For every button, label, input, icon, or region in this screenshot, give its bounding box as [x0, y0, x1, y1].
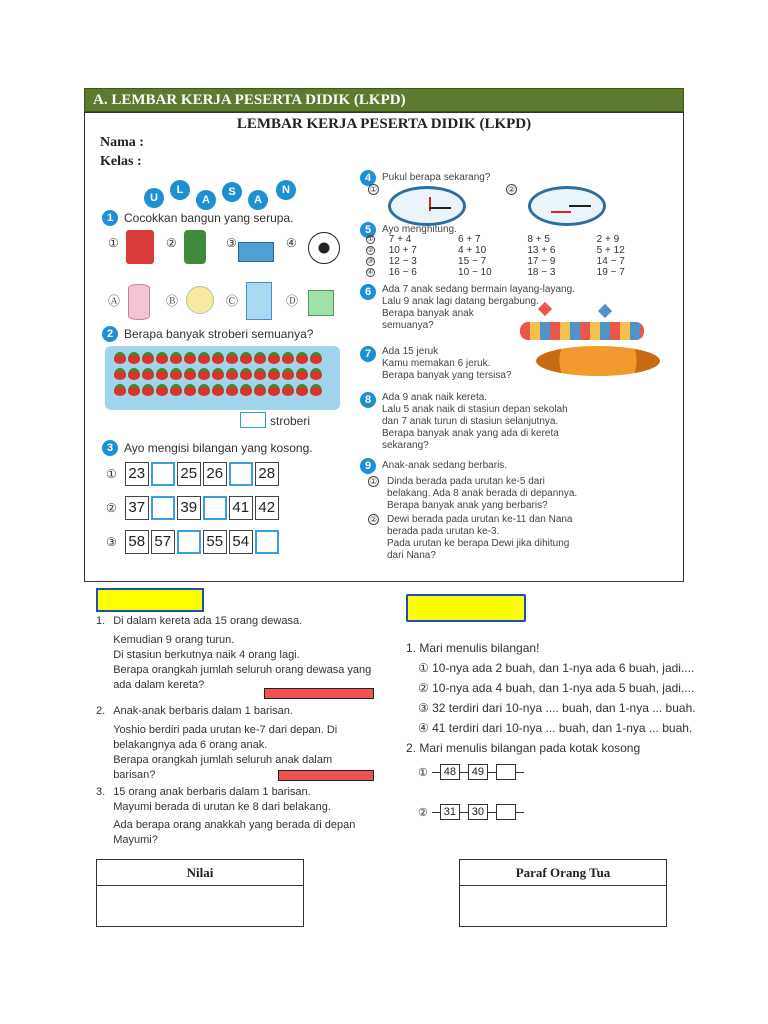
section-header: A. LEMBAR KERJA PESERTA DIDIK (LKPD)	[84, 88, 684, 112]
strawberry-icon	[156, 352, 168, 364]
br-q1-text: 1. Mari menulis bilangan!	[406, 641, 540, 655]
sequence-cell: 39	[177, 496, 201, 520]
arith-item: 19 − 7	[596, 266, 625, 278]
sequence-mark: ②	[106, 501, 117, 515]
sequence-mark: ①	[106, 467, 117, 481]
ulasan-letter: S	[222, 182, 242, 202]
br-q1-item: ④ 41 terdiri dari 10-nya ... buah, dan 1-nya ... buah.	[418, 721, 693, 735]
sequence-cell: 55	[203, 530, 227, 554]
ulasan-letter: A	[196, 190, 216, 210]
strawberry-icon	[128, 368, 140, 380]
sequence-cell: 28	[255, 462, 279, 486]
cube-icon	[308, 290, 334, 316]
sequence-blank-cell[interactable]	[203, 496, 227, 520]
strawberry-icon	[114, 384, 126, 396]
strawberry-icon	[226, 384, 238, 396]
q7-text	[382, 346, 512, 382]
bl-q-line: Anak-anak berbaris dalam 1 barisan.	[113, 705, 293, 717]
q5-number-badge: 5	[360, 222, 376, 238]
q3-text: Ayo mengisi bilangan yang kosong.	[124, 441, 313, 455]
q9-line: Pada urutan ke berapa Dewi jika dihitung	[387, 538, 570, 549]
bottom-left-questions	[96, 614, 376, 693]
strawberry-icon	[114, 352, 126, 364]
chain-blank-cell[interactable]	[496, 764, 516, 780]
strawberry-icon	[296, 352, 308, 364]
strawberry-icon	[254, 368, 266, 380]
bl-q-line: Ada berapa orang anakkah yang berada di depan	[113, 819, 356, 831]
br-q1-item: ② 10-nya ada 4 buah, dan 1-nya ada 5 buah, jadi....	[418, 681, 695, 695]
sequence-blank-cell[interactable]	[177, 530, 201, 554]
sequence-cell: 41	[229, 496, 253, 520]
q1-mark-2: ②	[166, 236, 177, 250]
q1-mark-b: Ⓑ	[166, 294, 179, 308]
q9-heading	[360, 458, 507, 474]
q6-line: Berapa banyak anak	[382, 308, 474, 319]
strawberry-icon	[128, 384, 140, 396]
q6-line: Ada 7 anak sedang bermain layang-layang.	[382, 284, 575, 295]
q5-arithmetic-grid	[366, 234, 666, 278]
arith-item: 10 + 7	[388, 244, 417, 256]
strawberry-icon	[226, 352, 238, 364]
sequence-row	[106, 462, 279, 486]
q3-heading	[102, 440, 313, 456]
arith-mark: ④	[367, 268, 374, 276]
q1-mark-4: ④	[286, 236, 297, 250]
chain-cell: 48	[440, 764, 460, 780]
clock-2-icon	[528, 186, 606, 226]
strawberry-icon	[282, 368, 294, 380]
strawberry-icon	[170, 352, 182, 364]
q9-line: belakang. Ada 8 anak berada di depannya.	[387, 488, 578, 499]
sequence-cell: 26	[203, 462, 227, 486]
strawberry-icon	[184, 368, 196, 380]
strawberry-panel	[105, 346, 340, 410]
sequence-cell: 37	[125, 496, 149, 520]
q4-heading	[360, 170, 490, 186]
arith-item: 13 + 6	[527, 244, 556, 256]
q9-line: berada pada urutan ke-3.	[387, 526, 500, 537]
bl-q-line: Kemudian 9 orang turun.	[113, 634, 235, 646]
arith-mark: ①	[367, 235, 374, 243]
arith-item: 4 + 10	[458, 244, 487, 256]
q1-heading	[102, 210, 293, 226]
bl-q-line: Di stasiun berkutnya naik 4 orang lagi.	[113, 649, 300, 661]
q2-text: Berapa banyak stroberi semuanya?	[124, 327, 314, 341]
arith-item: 16 − 6	[388, 266, 417, 278]
chain-cell: 49	[468, 764, 488, 780]
strawberry-icon	[282, 352, 294, 364]
q8-line: Lalu 5 anak naik di stasiun depan sekolah	[382, 404, 568, 415]
yellow-highlight-left	[96, 588, 204, 612]
strawberry-icon	[240, 368, 252, 380]
bl-q-line: Berapa orangkah jumlah seluruh orang dewasa yang	[113, 664, 372, 676]
strawberry-icon	[240, 352, 252, 364]
q9-line: Dinda berada pada urutan ke-5 dari	[387, 476, 545, 487]
bl-q3-text	[113, 785, 355, 848]
strawberry-grid	[105, 346, 340, 402]
strawberry-answer-box[interactable]	[240, 412, 266, 428]
chain-mark: ②	[418, 806, 428, 819]
strawberry-icon	[142, 384, 154, 396]
bl-q1-num: 1.	[96, 615, 106, 627]
bl-q3	[96, 785, 376, 848]
sequence-cell: 57	[151, 530, 175, 554]
q5-text: Ayo menghitung.	[382, 224, 457, 235]
bl-q-line: ada dalam kereta?	[113, 679, 205, 691]
q3-sequence-rows	[106, 462, 279, 564]
kids-playing-kites-illustration	[520, 304, 644, 340]
q1-mark-d: Ⓓ	[286, 294, 299, 308]
q7-block	[360, 346, 512, 382]
soccer-ball-icon	[308, 232, 340, 264]
ulasan-letter: U	[144, 188, 164, 208]
number-chain-2	[418, 804, 524, 820]
arith-item: 12 − 3	[388, 255, 417, 267]
bl-q-line: Di dalam kereta ada 15 orang dewasa.	[113, 615, 303, 627]
strawberry-icon	[310, 352, 322, 364]
strawberry-icon	[212, 384, 224, 396]
cuboid-icon	[246, 282, 272, 320]
strawberry-icon	[212, 368, 224, 380]
strawberry-icon	[268, 384, 280, 396]
arith-item: 18 − 3	[527, 266, 556, 278]
q8-text	[382, 392, 568, 452]
nilai-table	[96, 859, 304, 927]
br-q2-text: 2. Mari menulis bilangan pada kotak kosong	[406, 741, 641, 755]
q7-line: Berapa banyak yang tersisa?	[382, 370, 512, 381]
q8-line: sekarang?	[382, 440, 429, 451]
arith-row	[366, 256, 666, 266]
q9-part-2	[368, 514, 573, 562]
q2-heading	[102, 326, 313, 342]
q8-line: dan 7 anak turun di stasiun selanjutnya.	[382, 416, 559, 427]
red-answer-bar-1	[264, 688, 374, 699]
sequence-cell: 54	[229, 530, 253, 554]
strawberry-icon	[198, 384, 210, 396]
bl-q-line: 15 orang anak berbaris dalam 1 barisan.	[113, 786, 311, 798]
q9-part-1	[368, 476, 577, 512]
q8-number-badge: 8	[360, 392, 376, 408]
bl-q1-text	[113, 614, 371, 693]
strawberry-icon	[282, 384, 294, 396]
q6-line: semuanya?	[382, 320, 434, 331]
oranges-plate-illustration	[536, 346, 660, 376]
strawberry-icon	[128, 352, 140, 364]
q9-text: Anak-anak sedang berbaris.	[382, 460, 508, 471]
ulasan-letter: A	[248, 190, 268, 210]
q4-mark-2: ②	[507, 185, 516, 194]
strawberry-icon	[184, 352, 196, 364]
chain-cell: 31	[440, 804, 460, 820]
strawberry-icon	[156, 384, 168, 396]
arith-mark: ②	[367, 246, 374, 254]
q7-line: Kamu memakan 6 jeruk.	[382, 358, 491, 369]
paraf-header: Paraf Orang Tua	[460, 860, 666, 886]
paraf-cell[interactable]	[460, 886, 666, 926]
q9-part-2-text	[387, 514, 573, 562]
strawberry-icon	[268, 352, 280, 364]
tissue-box-icon	[238, 242, 274, 262]
bottom-left-q3	[96, 785, 376, 848]
arith-item: 5 + 12	[596, 244, 625, 256]
q4-text: Pukul berapa sekarang?	[382, 172, 491, 183]
sequence-row	[106, 530, 279, 554]
arith-row	[366, 234, 666, 244]
bl-q1	[96, 614, 376, 693]
strawberry-icon	[156, 368, 168, 380]
q7-line: Ada 15 jeruk	[382, 346, 439, 357]
sequence-cell: 58	[125, 530, 149, 554]
q1-mark-a: Ⓐ	[108, 294, 121, 308]
number-chain-1	[418, 764, 524, 780]
q3-number-badge: 3	[102, 440, 118, 456]
strawberry-icon	[310, 384, 322, 396]
sequence-row	[106, 496, 279, 520]
q1-mark-3: ③	[226, 236, 237, 250]
q6-number-badge: 6	[360, 284, 376, 300]
q7-number-badge: 7	[360, 346, 376, 362]
strawberry-icon	[254, 352, 266, 364]
q1-number-badge: 1	[102, 210, 118, 226]
ulasan-letter: L	[170, 180, 190, 200]
strawberry-icon	[142, 352, 154, 364]
strawberry-icon	[226, 368, 238, 380]
nilai-cell[interactable]	[97, 886, 303, 926]
arith-mark: ③	[367, 257, 374, 265]
arith-item: 2 + 9	[596, 233, 620, 245]
sequence-blank-cell[interactable]	[229, 462, 253, 486]
q2-number-badge: 2	[102, 326, 118, 342]
sequence-cell: 42	[255, 496, 279, 520]
q8-block	[360, 392, 568, 452]
arith-item: 15 − 7	[458, 255, 487, 267]
bl-q-line: Yoshio berdiri pada urutan ke-7 dari depan. Di	[113, 724, 338, 736]
clock-1-icon	[388, 186, 466, 226]
sequence-blank-cell[interactable]	[255, 530, 279, 554]
q9-mark-1: ①	[369, 477, 378, 486]
strawberry-icon	[142, 368, 154, 380]
strawberry-icon	[296, 368, 308, 380]
q9-mark-2: ②	[369, 515, 378, 524]
br-q1-item: ① 10-nya ada 2 buah, dan 1-nya ada 6 buah, jadi....	[418, 661, 695, 675]
gift-box-icon	[126, 230, 154, 264]
q9-part-1-text	[387, 476, 577, 512]
sequence-cell: 25	[177, 462, 201, 486]
strawberry-icon	[114, 368, 126, 380]
arith-item: 14 − 7	[596, 255, 625, 267]
q1-mark-1: ①	[108, 236, 119, 250]
nama-label: Nama :	[100, 135, 144, 150]
chain-mark: ①	[418, 766, 428, 779]
strawberry-icon	[254, 384, 266, 396]
q4-number-badge: 4	[360, 170, 376, 186]
strawberry-icon	[212, 352, 224, 364]
q1-mark-c: Ⓒ	[226, 294, 239, 308]
strawberry-icon	[296, 384, 308, 396]
q9-line: Berapa banyak anak yang berbaris?	[387, 500, 548, 511]
strawberry-icon	[310, 368, 322, 380]
chain-cell: 30	[468, 804, 488, 820]
strawberry-icon	[240, 384, 252, 396]
chain-blank-cell[interactable]	[496, 804, 516, 820]
yellow-highlight-right	[406, 594, 526, 622]
sequence-cell: 23	[125, 462, 149, 486]
strawberry-icon	[198, 368, 210, 380]
bl-q-line: belakangnya ada 6 orang anak.	[113, 739, 268, 751]
strawberry-unit-label: stroberi	[270, 414, 311, 428]
red-answer-bar-2	[278, 770, 374, 781]
bl-q3-num: 3.	[96, 786, 106, 798]
ulasan-banner	[144, 180, 304, 204]
strawberry-icon	[170, 368, 182, 380]
arith-row	[366, 245, 666, 255]
arith-item: 6 + 7	[458, 233, 481, 245]
q8-line: Berapa banyak anak yang ada di kereta	[382, 428, 559, 439]
sequence-mark: ③	[106, 535, 117, 549]
ulasan-letter: N	[276, 180, 296, 200]
cylinder-icon	[128, 284, 150, 320]
bl-q2-num: 2.	[96, 705, 106, 717]
arith-row	[366, 267, 666, 277]
paraf-table	[459, 859, 667, 927]
q6-line: Lalu 9 anak lagi datang bergabung.	[382, 296, 539, 307]
q9-line: dari Nana?	[387, 550, 436, 561]
strawberry-icon	[268, 368, 280, 380]
arith-item: 10 − 10	[458, 266, 492, 278]
q4-mark-1: ①	[369, 185, 378, 194]
bl-q-line: Mayumi berada di urutan ke 8 dari belakang.	[113, 801, 331, 813]
sequence-blank-cell[interactable]	[151, 462, 175, 486]
q1-text: Cocokkan bangun yang serupa.	[124, 211, 294, 225]
br-q1-item: ③ 32 terdiri dari 10-nya .... buah, dan 1-nya ... buah.	[418, 701, 696, 715]
q9-number-badge: 9	[360, 458, 376, 474]
q8-line: Ada 9 anak naik kereta.	[382, 392, 488, 403]
nilai-header: Nilai	[97, 860, 303, 886]
worksheet-title: LEMBAR KERJA PESERTA DIDIK (LKPD)	[236, 116, 532, 132]
arith-item: 7 + 4	[388, 233, 412, 245]
strawberry-icon	[198, 352, 210, 364]
sphere-icon	[186, 286, 214, 314]
arith-item: 17 − 9	[527, 255, 556, 267]
strawberry-icon	[170, 384, 182, 396]
bl-q-line: Mayumi?	[113, 834, 158, 846]
q9-line: Dewi berada pada urutan ke-11 dan Nana	[387, 514, 573, 525]
sequence-blank-cell[interactable]	[151, 496, 175, 520]
kelas-label: Kelas :	[100, 154, 142, 169]
bl-q-line: Berapa orangkah jumlah seluruh anak dalam barisan?	[113, 754, 333, 781]
arith-item: 8 + 5	[527, 233, 550, 245]
can-icon	[184, 230, 206, 264]
strawberry-icon	[184, 384, 196, 396]
